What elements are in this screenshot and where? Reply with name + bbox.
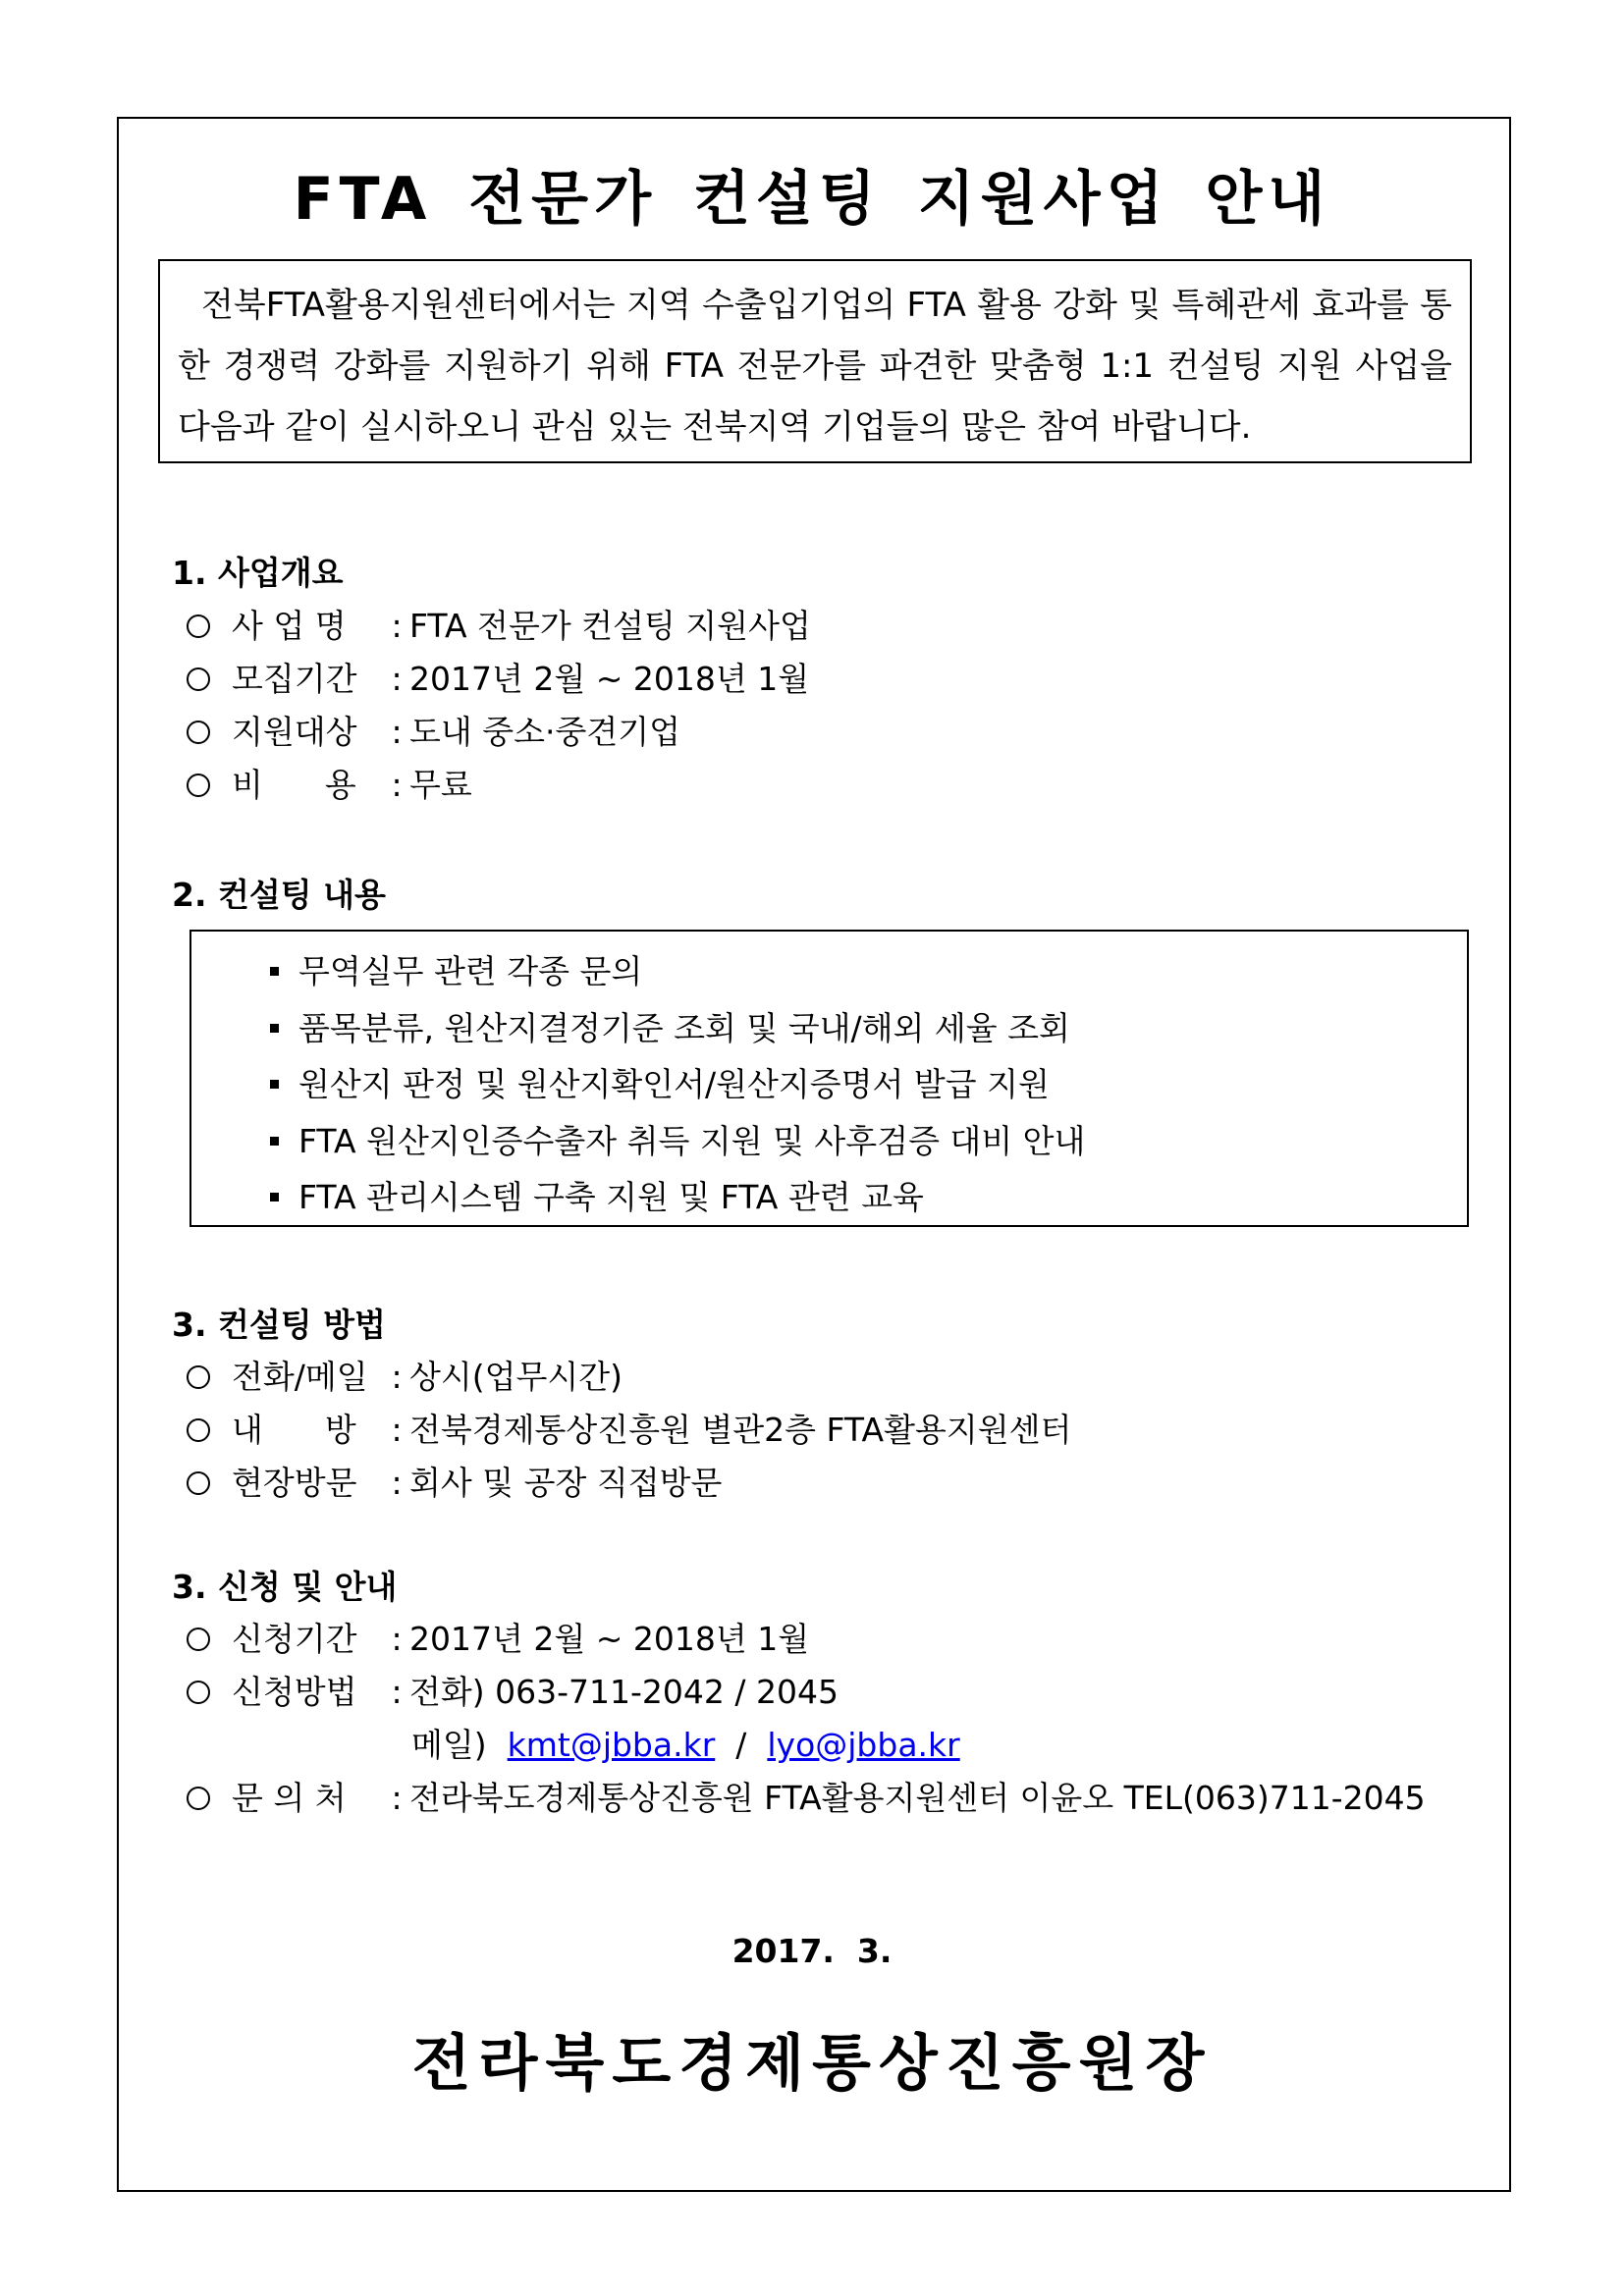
- item-separator: :: [391, 1620, 403, 1658]
- circle-bullet-icon: [187, 1365, 210, 1389]
- item-label: 신청기간: [232, 1620, 357, 1658]
- item-separator: :: [391, 1673, 403, 1711]
- item-value: 상시(업무시간): [409, 1358, 623, 1396]
- item-separator: :: [391, 766, 403, 804]
- content-item-text: FTA 관리시스템 구축 지원 및 FTA 관련 교육: [298, 1178, 924, 1216]
- square-bullet-icon: [270, 1080, 279, 1089]
- method-list: [187, 1351, 1071, 1510]
- list-item: [187, 1404, 1071, 1457]
- circle-bullet-icon: [187, 1681, 210, 1704]
- content-list: [270, 943, 1467, 1226]
- circle-bullet-icon: [187, 1418, 210, 1442]
- circle-bullet-icon: [187, 667, 210, 691]
- section-heading-overview: 1. 사업개요: [172, 554, 344, 592]
- list-item: [270, 943, 1467, 1000]
- content-item-text: 원산지 판정 및 원산지확인서/원산지증명서 발급 지원: [298, 1065, 1050, 1103]
- email-link-lyo[interactable]: lyo@jbba.kr: [767, 1726, 960, 1764]
- circle-bullet-icon: [187, 774, 210, 797]
- item-value: 회사 및 공장 직접방문: [409, 1464, 723, 1502]
- content-item-text: 무역실무 관련 각종 문의: [298, 952, 643, 990]
- item-value: 2017년 2월 ~ 2018년 1월: [409, 1620, 810, 1658]
- circle-bullet-icon: [187, 614, 210, 638]
- square-bullet-icon: [270, 967, 279, 976]
- email-link-kmt[interactable]: kmt@jbba.kr: [507, 1726, 716, 1764]
- item-value: 전북경제통상진흥원 별관2층 FTA활용지원센터: [409, 1411, 1072, 1449]
- application-list: [187, 1613, 1426, 1825]
- circle-bullet-icon: [187, 721, 210, 744]
- item-label: 신청방법: [232, 1673, 357, 1711]
- square-bullet-icon: [270, 1193, 279, 1201]
- circle-bullet-icon: [187, 1471, 210, 1495]
- list-item: [187, 1772, 1426, 1825]
- item-value: 전라북도경제통상진흥원 FTA활용지원센터 이윤오 TEL(063)711-2045: [409, 1779, 1426, 1817]
- list-item: [187, 600, 811, 653]
- item-value: FTA 전문가 컨설팅 지원사업: [409, 607, 811, 645]
- item-label: 문 의 처: [232, 1779, 347, 1817]
- list-item: [270, 1056, 1467, 1113]
- item-value: 도내 중소·중견기업: [409, 713, 681, 751]
- item-separator: :: [391, 1464, 403, 1502]
- email-separator: /: [735, 1726, 747, 1764]
- list-item: [187, 653, 811, 706]
- square-bullet-icon: [270, 1024, 279, 1033]
- intro-text: 전북FTA활용지원센터에서는 지역 수출입기업의 FTA 활용 강화 및 특혜관세 효과를 통한 경쟁력 강화를 지원하기 위해 FTA 전문가를 파견한 맞춤형 1:1 컨설팅 지원 사업을 다음과 같이 실시하오니 관심 있는 전북지역 기업들의 많은 참여 바랍니다.: [178, 286, 1452, 447]
- list-item: [187, 1351, 1071, 1404]
- list-item: [270, 1000, 1467, 1057]
- mail-prefix: 메일): [411, 1726, 487, 1764]
- list-item: [187, 706, 811, 759]
- item-value: 2017년 2월 ~ 2018년 1월: [409, 660, 810, 698]
- item-value: 전화) 063-711-2042 / 2045: [409, 1673, 839, 1711]
- item-separator: :: [391, 607, 403, 645]
- item-separator: :: [391, 1411, 403, 1449]
- overview-list: [187, 600, 811, 812]
- item-separator: :: [391, 660, 403, 698]
- section-heading-method: 3. 컨설팅 방법: [172, 1306, 386, 1344]
- item-separator: :: [391, 1779, 403, 1817]
- intro-box: [158, 259, 1472, 463]
- item-label: 내 방: [232, 1411, 356, 1449]
- list-item: [270, 1113, 1467, 1170]
- square-bullet-icon: [270, 1137, 279, 1146]
- item-separator: :: [391, 713, 403, 751]
- item-label: 현장방문: [232, 1464, 357, 1502]
- item-value: 무료: [409, 766, 472, 804]
- circle-bullet-icon: [187, 1787, 210, 1810]
- issuer-signature: 전라북도경제통상진흥원장: [411, 2027, 1213, 2099]
- item-label: 전화/메일: [232, 1358, 368, 1396]
- section-heading-content: 2. 컨설팅 내용: [172, 876, 386, 914]
- section-heading-application: 3. 신청 및 안내: [172, 1568, 398, 1606]
- list-item: [187, 1457, 1071, 1510]
- document-date: 2017. 3.: [731, 1932, 893, 1970]
- list-item: [187, 759, 811, 812]
- list-item: [187, 1613, 1426, 1666]
- list-item: [270, 1169, 1467, 1226]
- content-box: [189, 930, 1469, 1227]
- list-item: [187, 1666, 1426, 1719]
- document-title: FTA 전문가 컨설팅 지원사업 안내: [293, 165, 1331, 234]
- item-label: 사 업 명: [232, 607, 347, 645]
- item-label: 모집기간: [232, 660, 357, 698]
- item-label: 지원대상: [232, 713, 357, 751]
- content-item-text: 품목분류, 원산지결정기준 조회 및 국내/해외 세율 조회: [298, 1008, 1070, 1047]
- content-item-text: FTA 원산지인증수출자 취득 지원 및 사후검증 대비 안내: [298, 1121, 1086, 1160]
- list-item-continuation: [187, 1719, 1426, 1772]
- circle-bullet-icon: [187, 1628, 210, 1651]
- item-label: 비 용: [232, 766, 356, 804]
- item-separator: :: [391, 1358, 403, 1396]
